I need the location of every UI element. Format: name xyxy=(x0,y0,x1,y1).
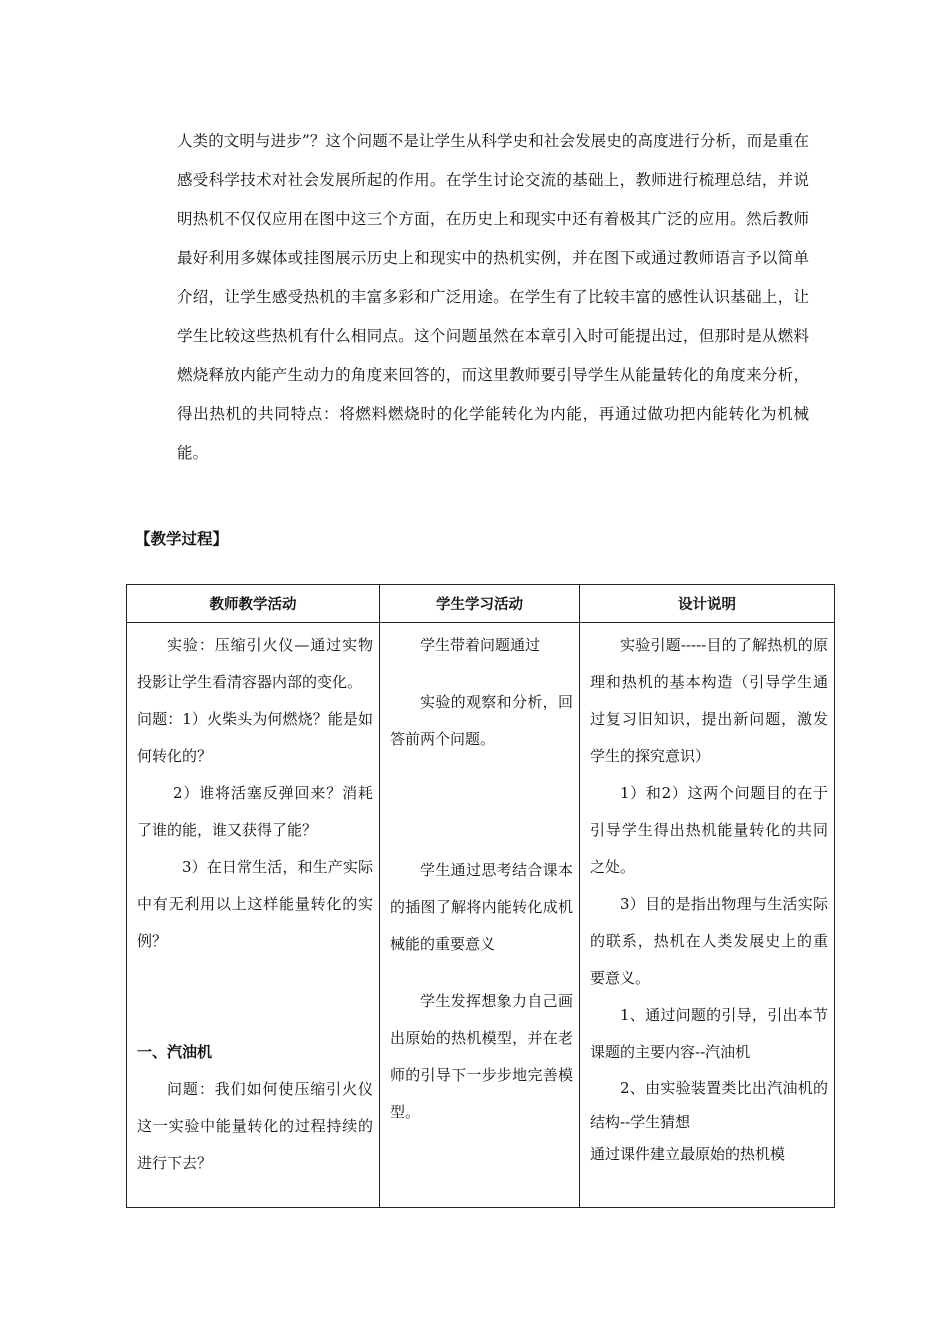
teaching-process-table xyxy=(126,584,835,1208)
table-row xyxy=(127,623,835,1208)
teacher-question-gasoline: 问题：我们如何使压缩引火仪这一实验中能量转化的过程持续的进行下去？ xyxy=(137,1080,373,1172)
intro-paragraph: 人类的文明与进步”？这个问题不是让学生从科学史和社会发展史的高度进行分析，而是重在感受科学技术对社会发展所起的作用。在学生讨论交流的基础上，教师进行梳理总结，并说明热机不仅仅应用在图中这三个方面，在历史上和现实中还有着极其广泛的应用。然后教师最好利用多媒体或挂图展示历史上和现实中的热机实例，并在图下或通过教师语言予以简单介绍，让学生感受热机的丰富多彩和广泛用途。在学生有了比较丰富的感性认识基础上，让学生比较这些热机有什么相同点。这个问题虽然在本章引入时可能提出过，但那时是从燃料燃烧释放内能产生动力的角度来回答的，而这里教师要引导学生从能量转化的角度来分析，得出热机的共同特点：将燃料燃烧时的化学能转化为内能，再通过做功把内能转化为机械能。 xyxy=(177,132,809,462)
teacher-question-1: 问题：1）火柴头为何燃烧？能是如何转化的？ xyxy=(137,710,373,765)
header-design-notes: 设计说明 xyxy=(580,585,835,623)
teacher-question-2: 2）谁将活塞反弹回来？消耗了谁的能，谁又获得了能？ xyxy=(137,784,373,839)
design-note-4: 1、通过问题的引导，引出本节课题的主要内容--汽油机 xyxy=(590,1006,828,1061)
design-note-3: 3）目的是指出物理与生活实际的联系，热机在人类发展史上的重要意义。 xyxy=(590,895,828,987)
section-title: 【教学过程】 xyxy=(135,530,229,548)
student-activity-1: 学生带着问题通过 xyxy=(420,636,541,654)
header-student-activity: 学生学习活动 xyxy=(380,585,580,623)
student-activity-cell xyxy=(380,623,580,1208)
design-note-1: 实验引题-----目的了解热机的原理和热机的基本构造（引导学生通过复习旧知识，提出新问题，激发学生的探究意识） xyxy=(590,636,828,765)
student-activity-2: 实验的观察和分析，回答前两个问题。 xyxy=(390,693,573,748)
teacher-activity-cell xyxy=(127,623,380,1208)
student-activity-4: 学生发挥想象力自己画出原始的热机模型，并在老师的引导下一步步地完善模型。 xyxy=(390,992,573,1121)
heading-gasoline-engine: 一、汽油机 xyxy=(137,1043,213,1061)
design-note-2: 1）和2）这两个问题目的在于引导学生得出热机能量转化的共同之处。 xyxy=(590,784,828,876)
design-notes-cell xyxy=(580,623,835,1208)
teacher-question-3: 3）在日常生活，和生产实际中有无利用以上这样能量转化的实例？ xyxy=(137,858,373,950)
teacher-experiment: 实验：压缩引火仪—通过实物投影让学生看清容器内部的变化。 xyxy=(137,636,373,691)
design-note-6: 通过课件建立最原始的热机模 xyxy=(590,1145,786,1163)
student-activity-3: 学生通过思考结合课本的插图了解将内能转化成机械能的重要意义 xyxy=(390,861,573,953)
design-note-5: 2、由实验装置类比出汽油机的结构--学生猜想 xyxy=(590,1079,828,1131)
table-header-row xyxy=(127,585,835,623)
header-teacher-activity: 教师教学活动 xyxy=(127,585,380,623)
